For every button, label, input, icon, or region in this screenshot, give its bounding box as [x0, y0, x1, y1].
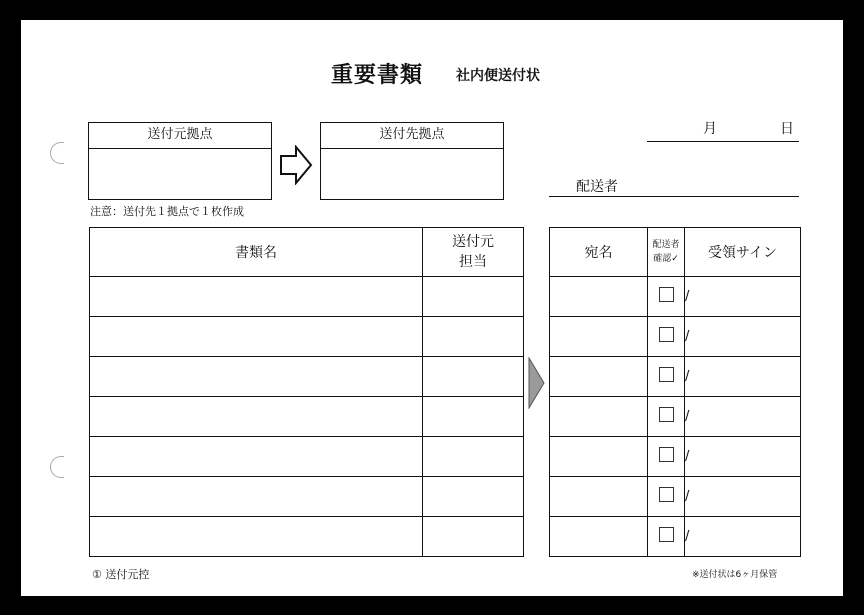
- sender-header-line1: 送付元: [452, 234, 494, 250]
- document-table: [89, 227, 524, 557]
- document-row: [90, 477, 524, 517]
- courier-check-header-line2: 確認✓: [653, 254, 679, 264]
- addressee-cell[interactable]: [550, 517, 648, 557]
- checkbox[interactable]: [659, 527, 674, 542]
- form-title: 重要書類: [331, 63, 424, 88]
- addressee-cell[interactable]: [550, 477, 648, 517]
- signature-cell[interactable]: [685, 397, 801, 437]
- slash-mark: /: [685, 489, 690, 504]
- signature-cell[interactable]: [685, 317, 801, 357]
- checkbox[interactable]: [659, 287, 674, 302]
- sender-header-line2: 担当: [459, 254, 487, 270]
- destination-box[interactable]: [320, 122, 504, 200]
- receipt-row: [550, 437, 801, 477]
- courier-check-cell: [648, 517, 685, 557]
- date-day-label: 日: [780, 121, 794, 137]
- slash-mark: /: [685, 529, 690, 544]
- doc-name-cell[interactable]: [90, 437, 423, 477]
- sender-cell[interactable]: [423, 437, 524, 477]
- receipt-table: [549, 227, 801, 557]
- receipt-row: [550, 477, 801, 517]
- courier-line[interactable]: [549, 196, 799, 197]
- addressee-header: 宛名: [550, 228, 648, 277]
- document-row: [90, 437, 524, 477]
- form-subtitle: 社内便送付状: [456, 68, 540, 84]
- signature-cell[interactable]: [685, 477, 801, 517]
- doc-name-cell[interactable]: [90, 317, 423, 357]
- signature-cell[interactable]: [685, 517, 801, 557]
- addressee-cell[interactable]: [550, 357, 648, 397]
- doc-name-header: 書類名: [90, 228, 423, 277]
- doc-name-cell[interactable]: [90, 277, 423, 317]
- checkbox[interactable]: [659, 447, 674, 462]
- doc-name-cell[interactable]: [90, 477, 423, 517]
- addressee-cell[interactable]: [550, 277, 648, 317]
- table-arrow-icon: [528, 357, 546, 409]
- receipt-row: [550, 317, 801, 357]
- checkbox[interactable]: [659, 367, 674, 382]
- slash-mark: /: [685, 409, 690, 424]
- receipt-row: [550, 277, 801, 317]
- addressee-cell[interactable]: [550, 317, 648, 357]
- retention-note: ※送付状は6ヶ月保管: [692, 570, 778, 580]
- slash-mark: /: [685, 329, 690, 344]
- courier-check-cell: [648, 397, 685, 437]
- signature-header: 受領サイン: [685, 228, 801, 277]
- sender-cell[interactable]: [423, 357, 524, 397]
- doc-name-cell[interactable]: [90, 357, 423, 397]
- receipt-row: [550, 517, 801, 557]
- document-row: [90, 357, 524, 397]
- document-row: [90, 277, 524, 317]
- date-line[interactable]: [647, 141, 799, 142]
- signature-cell[interactable]: [685, 277, 801, 317]
- courier-check-header: [648, 228, 685, 277]
- checkbox[interactable]: [659, 487, 674, 502]
- document-row: [90, 397, 524, 437]
- sender-header: [423, 228, 524, 277]
- document-row: [90, 317, 524, 357]
- courier-check-cell: [648, 317, 685, 357]
- origin-box-label: 送付元拠点: [89, 123, 271, 149]
- courier-label: 配送者: [576, 179, 618, 195]
- date-month-label: 月: [703, 121, 717, 137]
- receipt-row: [550, 357, 801, 397]
- signature-cell[interactable]: [685, 437, 801, 477]
- copy-label: ① 送付元控: [92, 568, 150, 581]
- receipt-row: [550, 397, 801, 437]
- sender-cell[interactable]: [423, 477, 524, 517]
- doc-name-cell[interactable]: [90, 517, 423, 557]
- origin-box[interactable]: [88, 122, 272, 200]
- courier-check-cell: [648, 477, 685, 517]
- sender-cell[interactable]: [423, 517, 524, 557]
- checkbox[interactable]: [659, 327, 674, 342]
- destination-box-label: 送付先拠点: [321, 123, 503, 149]
- courier-check-header-line1: 配送者: [652, 240, 680, 250]
- slash-mark: /: [685, 449, 690, 464]
- courier-check-cell: [648, 437, 685, 477]
- document-row: [90, 517, 524, 557]
- slash-mark: /: [685, 369, 690, 384]
- addressee-cell[interactable]: [550, 437, 648, 477]
- courier-check-cell: [648, 357, 685, 397]
- note-text: 注意：送付先１拠点で１枚作成: [90, 205, 244, 218]
- courier-check-cell: [648, 277, 685, 317]
- checkbox[interactable]: [659, 407, 674, 422]
- right-arrow-icon: [279, 145, 313, 185]
- sender-cell[interactable]: [423, 397, 524, 437]
- addressee-cell[interactable]: [550, 397, 648, 437]
- doc-name-cell[interactable]: [90, 397, 423, 437]
- sender-cell[interactable]: [423, 277, 524, 317]
- slash-mark: /: [685, 289, 690, 304]
- signature-cell[interactable]: [685, 357, 801, 397]
- sender-cell[interactable]: [423, 317, 524, 357]
